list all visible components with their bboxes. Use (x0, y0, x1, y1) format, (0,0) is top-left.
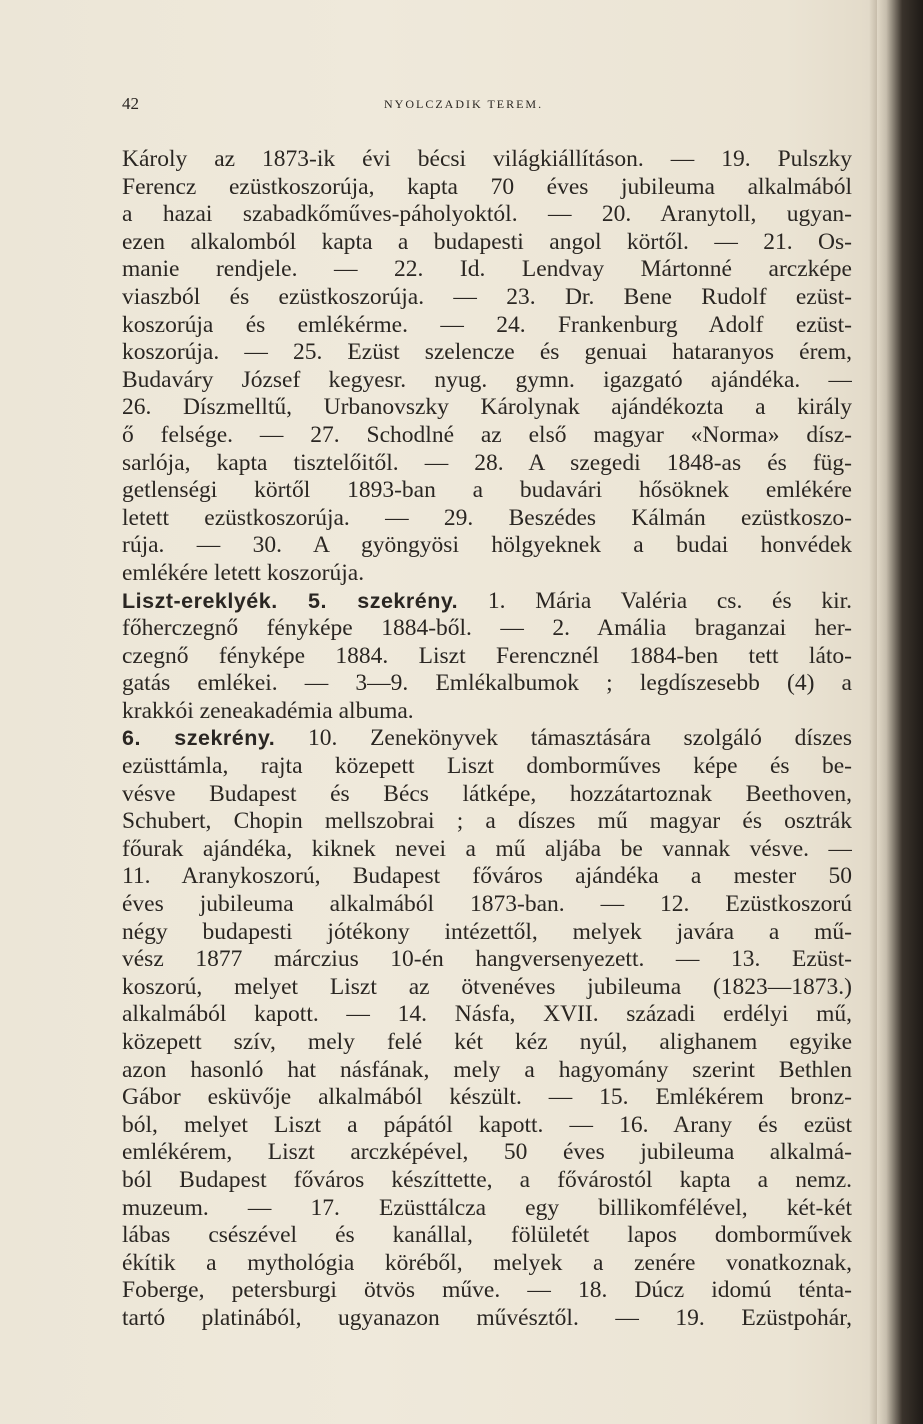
page-number: 42 (122, 94, 139, 113)
text-line: Gábor esküvője alkalmából készült. — 15. Emlékérem bronz- (122, 1084, 852, 1111)
text-line: ból Budapest főváros készíttette, a fővárostól kapta a nemz. (122, 1166, 852, 1193)
body-text (122, 146, 852, 1333)
text-line: vésve Budapest és Bécs látképe, hozzátartoznak Beethoven, (122, 780, 852, 807)
text-line: viaszból és ezüstkoszorúja. — 23. Dr. Bene Rudolf ezüst- (122, 283, 852, 310)
section-6-heading: 6. szekrény. (122, 726, 276, 751)
text-line: közepett szív, mely felé két kéz nyúl, alighanem egyike (122, 1029, 852, 1055)
text-line: vész 1877 márczius 10-én hangversenyezett. — 13. Ezüst- (122, 946, 852, 973)
text-line: emlékére letett koszorúja. (122, 559, 365, 586)
text-line: letett ezüstkoszorúja. — 29. Beszédes Kálmán ezüstkoszo- (122, 504, 852, 531)
text-line: muzeum. — 17. Ezüsttálcza egy billikomfélével, két-két (122, 1194, 852, 1221)
text-line: lábas csészével és kanállal, fölületét lapos domborművek (122, 1222, 852, 1249)
text-line: Foberge, petersburgi ötvös műve. — 18. Dúcz idomú ténta- (122, 1277, 852, 1304)
book-spine (877, 0, 923, 1424)
text-line: éves jubileuma alkalmából 1873-ban. — 12. Ezüstkoszorú (122, 891, 852, 918)
text-line: főurak ajándéka, kiknek nevei a mű aljába be vannak vésve. — (122, 835, 852, 862)
binding-shadow (869, 0, 877, 1424)
text-line: koszorúja. — 25. Ezüst szelencze és genuai hataranyos érem, (122, 339, 852, 366)
section-5-heading: Liszt-ereklyék. 5. szekrény. (122, 588, 459, 613)
section-6-text: 10. Zenekönyvek támasztására szolgáló díszes (307, 725, 852, 752)
text-line: Budaváry József kegyesr. nyug. gymn. igazgató ajándéka. — (122, 366, 852, 393)
text-line: getlenségi körtől 1893-ban a budavári hősöknek emlékére (122, 477, 852, 504)
text-line: gatás emlékei. — 3—9. Emlékalbumok ; legdíszesebb (4) a (122, 670, 852, 697)
text-line: sarlója, kapta tisztelőitől. — 28. A szegedi 1848-as és füg- (122, 449, 852, 476)
text-line: manie rendjele. — 22. Id. Lendvay Mártonné arczképe (122, 256, 852, 283)
text-line: alkalmából kapott. — 14. Násfa, XVII. századi erdélyi mű, (122, 1001, 852, 1028)
text-line: krakkói zeneakadémia albuma. (122, 697, 414, 724)
text-line: 26. Díszmelltű, Urbanovszky Károlynak ajándékozta a király (122, 394, 852, 421)
section-5-text: 1. Mária Valéria cs. és kir. (487, 587, 852, 614)
text-line: a hazai szabadkőműves-páholyoktól. — 20. Aranytoll, ugyan- (122, 201, 852, 228)
text-line: koszorúja és emlékérme. — 24. Frankenburg Adolf ezüst- (122, 311, 852, 338)
text-line: ból, melyet Liszt a pápától kapott. — 16. Arany és ezüst (122, 1111, 852, 1138)
section-5-first-line (122, 588, 852, 616)
text-line: ezüsttámla, rajta közepett Liszt domborműves képe és be- (122, 753, 852, 780)
text-line: Károly az 1873-ik évi bécsi világkiállításon. — 19. Pulszky (122, 146, 852, 172)
text-line: rúja. — 30. A gyöngyösi hölgyeknek a budai honvédek (122, 532, 852, 559)
text-line: Ferencz ezüstkoszorúja, kapta 70 éves jubileuma alkalmából (122, 173, 852, 200)
text-line: emlékérem, Liszt arczképével, 50 éves jubileuma alkalmá- (122, 1139, 852, 1166)
text-line: ékítik a mythológia köréből, melyek a zenére vonatkoznak, (122, 1249, 852, 1276)
section-6-first-line (122, 725, 852, 753)
text-line: 11. Aranykoszorú, Budapest főváros ajándéka a mester 50 (122, 863, 852, 890)
page-header (122, 94, 852, 118)
running-title: NYOLCZADIK TEREM. (384, 97, 544, 111)
text-line: Schubert, Chopin mellszobrai ; a díszes mű magyar és osztrák (122, 808, 852, 835)
text-line: czegnő fényképe 1884. Liszt Ferencznél 1884-ben tett láto- (122, 642, 852, 669)
text-line: ő felsége. — 27. Schodlné az első magyar «Norma» dísz- (122, 421, 852, 448)
text-line: főherczegnő fényképe 1884-ből. — 2. Amália braganzai her- (122, 615, 852, 642)
text-line: tartó platinából, ugyanazon művésztől. — 19. Ezüstpohár, (122, 1304, 852, 1331)
text-line: azon hasonló hat násfának, mely a hagyomány szerint Bethlen (122, 1056, 852, 1083)
text-line: koszorú, melyet Liszt az ötvenéves jubileuma (1823—1873.) (122, 973, 852, 1000)
text-line: ezen alkalomból kapta a budapesti angol körtől. — 21. Os- (122, 228, 852, 255)
text-line: négy budapesti jótékony intézettől, melyek javára a mű- (122, 918, 852, 945)
